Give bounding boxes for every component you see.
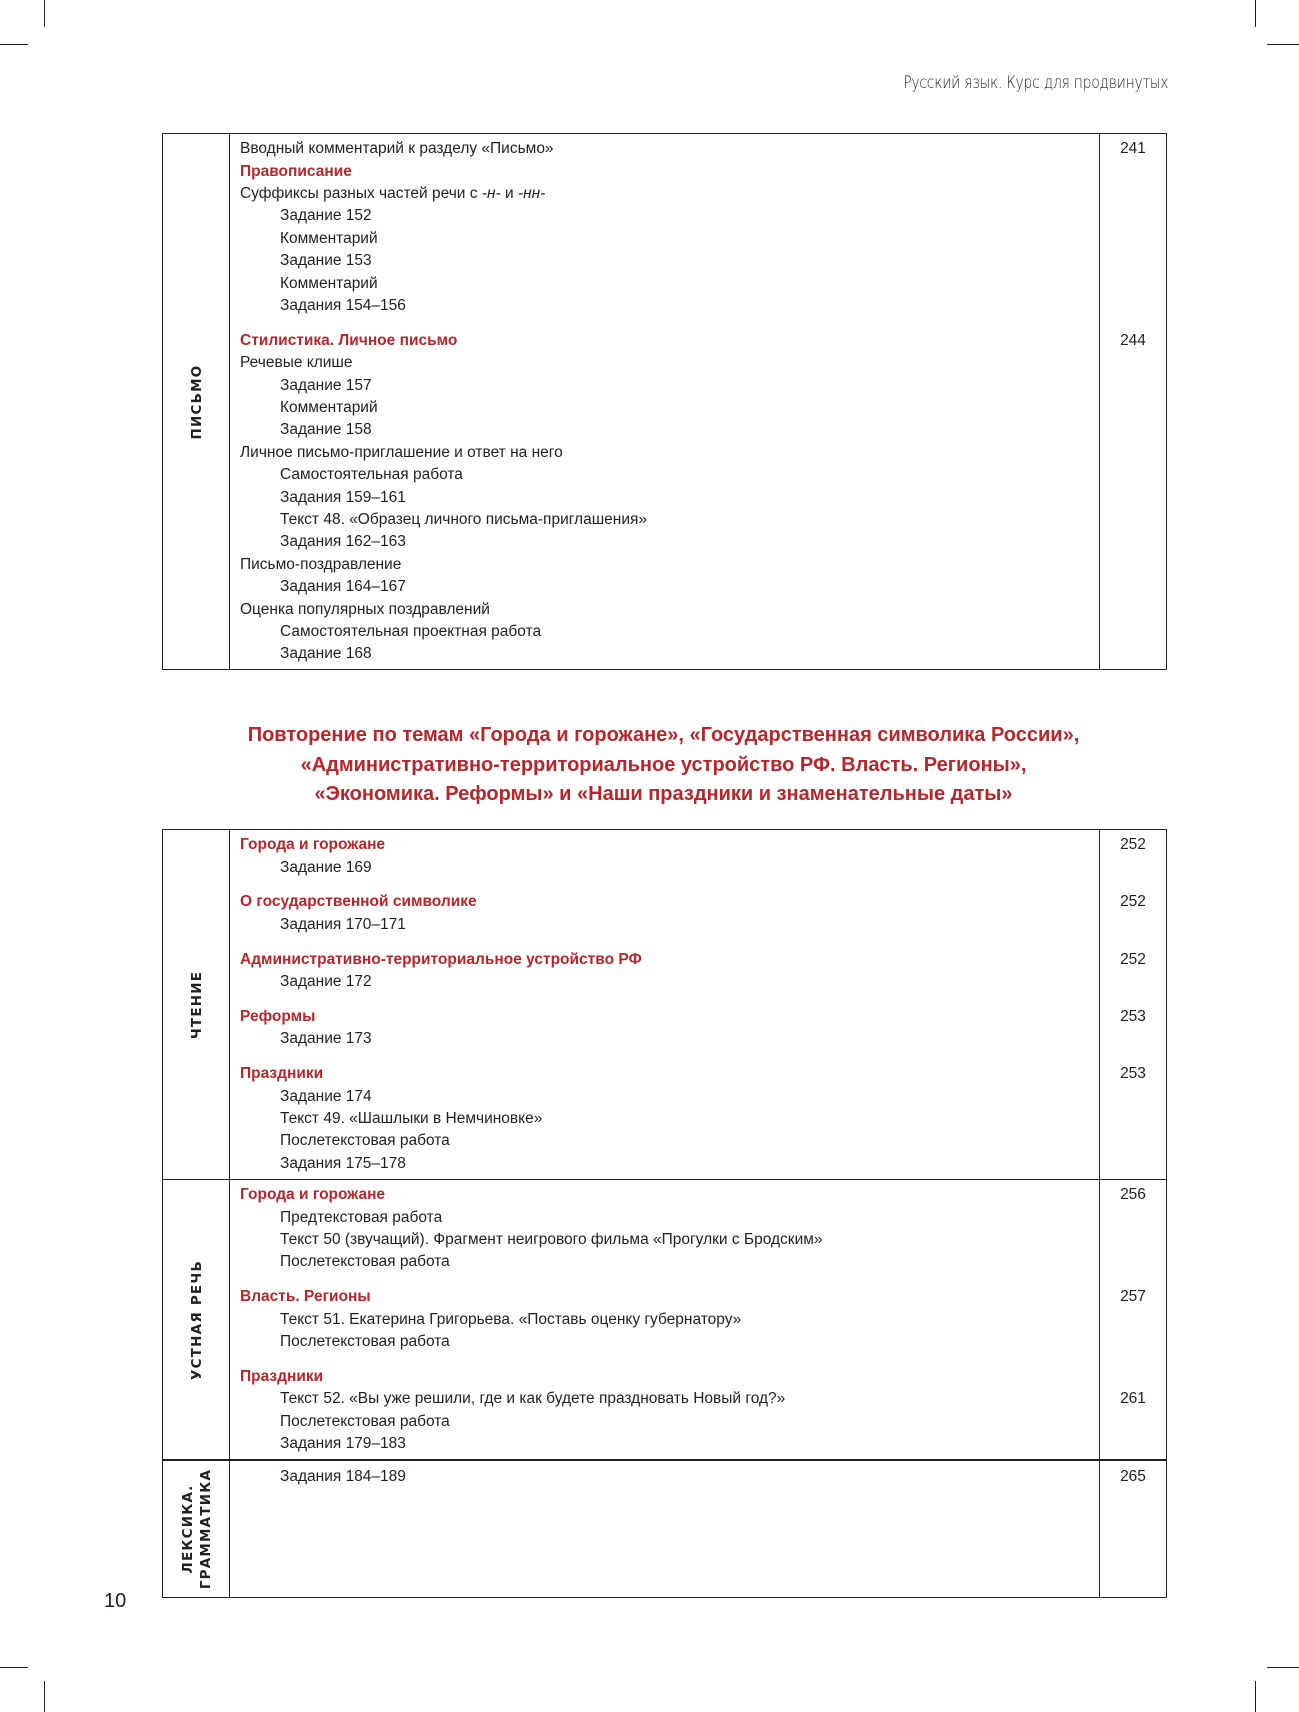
section-label-cell bbox=[163, 834, 230, 1175]
toc-entry bbox=[230, 1086, 1166, 1108]
entry-text-part: Задание 168 bbox=[280, 645, 372, 663]
entry-text-part: Текст 49. «Шашлыки в Немчиновке» bbox=[280, 1110, 543, 1128]
section-content bbox=[230, 834, 1166, 1175]
toc-topic-heading bbox=[230, 834, 1166, 856]
entry-text-part: Правописание bbox=[240, 162, 352, 180]
entry-text bbox=[230, 1065, 1100, 1083]
toc-entry bbox=[230, 1028, 1166, 1050]
page-ref: 265 bbox=[1120, 1467, 1146, 1485]
entry-text bbox=[230, 421, 1100, 439]
toc-entry bbox=[230, 486, 1166, 508]
entry-text-part: Задание 158 bbox=[280, 421, 372, 439]
toc-entry bbox=[230, 856, 1166, 878]
toc-section bbox=[163, 1459, 1166, 1597]
toc-entry bbox=[230, 1388, 1166, 1410]
toc-entry bbox=[230, 554, 1166, 576]
toc-entry bbox=[230, 138, 1166, 160]
section-content bbox=[230, 1465, 1166, 1593]
crop-mark bbox=[0, 44, 28, 45]
entry-text bbox=[230, 645, 1100, 663]
entry-text bbox=[230, 1435, 1100, 1453]
entry-text-part: -н- bbox=[481, 184, 501, 202]
toc-section bbox=[163, 134, 1166, 669]
entry-text bbox=[230, 1132, 1100, 1150]
entry-text bbox=[230, 1088, 1100, 1106]
crop-mark bbox=[1267, 1667, 1299, 1668]
toc-entry bbox=[230, 419, 1166, 441]
entry-text-part: Праздники bbox=[240, 1368, 324, 1385]
entry-text bbox=[230, 297, 1100, 315]
entry-text bbox=[230, 377, 1100, 395]
entry-text-part: Послетекстовая работа bbox=[280, 1412, 450, 1430]
entry-text-part: Задания 162–163 bbox=[280, 533, 406, 551]
page-ref: 256 bbox=[1120, 1186, 1146, 1204]
entry-text bbox=[230, 973, 1100, 991]
toc-entry bbox=[230, 509, 1166, 531]
entry-text bbox=[230, 623, 1100, 641]
section-content bbox=[230, 1184, 1166, 1455]
toc-entry bbox=[230, 598, 1166, 620]
section-label-cell bbox=[163, 1184, 230, 1455]
entry-text bbox=[230, 1008, 1100, 1026]
entry-text bbox=[230, 252, 1100, 270]
entry-text-part: Задание 174 bbox=[280, 1087, 372, 1105]
entry-text bbox=[230, 916, 1100, 934]
entry-text-part: Задания 164–167 bbox=[280, 578, 406, 596]
entry-text bbox=[230, 1155, 1100, 1173]
section-label-line: ПИСЬМО bbox=[188, 364, 205, 440]
toc-section bbox=[163, 1179, 1166, 1459]
entry-text bbox=[230, 1413, 1100, 1431]
entry-text-part: О государственной символике bbox=[240, 893, 477, 911]
entry-text-part: Города и горожане bbox=[240, 836, 386, 854]
toc-entry bbox=[230, 250, 1166, 272]
entry-text-part: Задание 172 bbox=[280, 973, 372, 991]
entry-text bbox=[230, 578, 1100, 596]
entry-text-part: Стилистика. Личное письмо bbox=[240, 331, 458, 349]
page-ref: 257 bbox=[1120, 1288, 1146, 1306]
entry-text bbox=[230, 466, 1100, 484]
entry-text bbox=[230, 1468, 1100, 1486]
entry-text-part: Задания 170–171 bbox=[280, 915, 406, 933]
entry-text bbox=[230, 556, 1100, 574]
page-ref: 253 bbox=[1120, 1065, 1146, 1083]
page-ref: 244 bbox=[1120, 331, 1146, 349]
toc-entry bbox=[230, 576, 1166, 598]
toc-topic-heading bbox=[230, 1184, 1166, 1206]
toc-topic-heading bbox=[230, 1286, 1166, 1308]
toc-entry bbox=[230, 1130, 1166, 1152]
page-ref: 252 bbox=[1120, 950, 1146, 968]
entry-text bbox=[230, 332, 1100, 350]
entry-text-part: Задание 152 bbox=[280, 207, 372, 225]
page-ref: 252 bbox=[1120, 836, 1146, 854]
entry-text bbox=[230, 1390, 1100, 1408]
page-ref: 241 bbox=[1120, 140, 1146, 158]
toc-entry bbox=[230, 1251, 1166, 1273]
entry-text bbox=[230, 1311, 1100, 1329]
heading-line: «Экономика. Реформы» и «Наши праздники и знаменательные даты» bbox=[314, 783, 1013, 805]
entry-text bbox=[230, 951, 1100, 969]
entry-text bbox=[230, 1110, 1100, 1128]
section-content bbox=[230, 138, 1166, 665]
entry-text-part: Задание 169 bbox=[280, 858, 372, 876]
crop-mark bbox=[0, 1667, 28, 1668]
section-label-line: УСТНАЯ РЕЧЬ bbox=[188, 1259, 205, 1380]
entry-text bbox=[230, 533, 1100, 551]
entry-text bbox=[230, 859, 1100, 877]
toc-entry bbox=[230, 464, 1166, 486]
toc-topic-heading bbox=[230, 160, 1166, 182]
toc-topic-heading bbox=[230, 949, 1166, 971]
crop-mark bbox=[1267, 44, 1299, 45]
entry-text-part: Предтекстовая работа bbox=[280, 1208, 443, 1226]
entry-text bbox=[230, 140, 1100, 158]
toc-entry bbox=[230, 442, 1166, 464]
heading-line: Повторение по темам «Города и горожане», «Государственная символика России», bbox=[247, 724, 1080, 746]
entry-text bbox=[230, 444, 1100, 462]
entry-text-part: Комментарий bbox=[280, 229, 378, 247]
running-head: Русский язык. Курс для продвинутых bbox=[902, 73, 1168, 93]
entry-text-part: Послетекстовая работа bbox=[280, 1253, 450, 1271]
entry-text bbox=[230, 230, 1100, 248]
toc-entry bbox=[230, 1433, 1166, 1455]
entry-text bbox=[230, 354, 1100, 372]
toc-topic-heading bbox=[230, 1006, 1166, 1028]
toc-entry bbox=[230, 183, 1166, 205]
entry-text bbox=[230, 836, 1100, 854]
toc-entry bbox=[230, 914, 1166, 936]
entry-text bbox=[230, 1288, 1100, 1306]
toc-entry bbox=[230, 1153, 1166, 1175]
toc-entry bbox=[230, 1465, 1166, 1487]
section-label bbox=[188, 364, 206, 439]
toc-entry bbox=[230, 1331, 1166, 1353]
entry-text bbox=[230, 1231, 1100, 1249]
entry-text-part: Текст 52. «Вы уже решили, где и как будете праздновать Новый год?» bbox=[280, 1390, 786, 1408]
entry-text-part: Власть. Регионы bbox=[240, 1288, 371, 1306]
toc-entry bbox=[230, 1229, 1166, 1251]
entry-text-part: Задание 153 bbox=[280, 252, 372, 270]
entry-text bbox=[230, 601, 1100, 619]
toc-topic-heading bbox=[230, 1366, 1166, 1388]
entry-text-part: Праздники bbox=[240, 1065, 324, 1083]
entry-text-part: Задание 173 bbox=[280, 1030, 372, 1048]
entry-text-part: Города и горожане bbox=[240, 1186, 386, 1204]
entry-text-part: Комментарий bbox=[280, 398, 378, 416]
entry-text-part: Самостоятельная проектная работа bbox=[280, 622, 542, 640]
toc-entry bbox=[230, 1411, 1166, 1433]
page-ref: 252 bbox=[1120, 893, 1146, 911]
entry-text-part: Реформы bbox=[240, 1008, 316, 1026]
entry-text-part: Текст 48. «Образец личного письма-приглашения» bbox=[280, 510, 647, 528]
crop-mark bbox=[44, 1681, 45, 1712]
entry-text bbox=[230, 1333, 1100, 1351]
crop-mark bbox=[1255, 1681, 1256, 1712]
entry-text bbox=[230, 511, 1100, 529]
toc-entry bbox=[230, 621, 1166, 643]
entry-text-part: Задания 184–189 bbox=[280, 1467, 406, 1485]
entry-text-part: Задания 159–161 bbox=[280, 488, 406, 506]
toc-topic-heading bbox=[230, 891, 1166, 913]
toc-entry bbox=[230, 643, 1166, 665]
section-label-line: ГРАММАТИКА bbox=[197, 1469, 214, 1590]
section-label bbox=[188, 1260, 206, 1380]
section-label bbox=[188, 970, 206, 1038]
toc-table-review bbox=[162, 829, 1167, 1598]
section-label-cell bbox=[163, 138, 230, 665]
entry-text bbox=[230, 893, 1100, 911]
toc-entry bbox=[230, 531, 1166, 553]
toc-entry bbox=[230, 352, 1166, 374]
entry-text-part: Текст 51. Екатерина Григорьева. «Поставь оценку губернатору» bbox=[280, 1310, 742, 1328]
entry-text-part: Оценка популярных поздравлений bbox=[240, 600, 490, 618]
toc-entry bbox=[230, 295, 1166, 317]
entry-text bbox=[230, 1209, 1100, 1227]
toc-section bbox=[163, 830, 1166, 1179]
section-heading bbox=[162, 721, 1165, 810]
toc-entry bbox=[230, 1108, 1166, 1130]
entry-text-part: Суффиксы разных частей речи с bbox=[240, 184, 482, 202]
entry-text bbox=[230, 1030, 1100, 1048]
toc-entry bbox=[230, 205, 1166, 227]
entry-text-part: и bbox=[500, 184, 518, 202]
entry-text bbox=[230, 399, 1100, 417]
entry-text-part: Задания 179–183 bbox=[280, 1435, 406, 1453]
toc-entry bbox=[230, 397, 1166, 419]
entry-text-part: Самостоятельная работа bbox=[280, 466, 463, 484]
toc-entry bbox=[230, 228, 1166, 250]
entry-text-part: Задания 154–156 bbox=[280, 296, 406, 314]
entry-text-part: Комментарий bbox=[280, 274, 378, 292]
entry-text bbox=[230, 185, 1100, 203]
entry-text-part: Личное письмо-приглашение и ответ на него bbox=[240, 443, 563, 461]
heading-line: «Административно-территориальное устройство РФ. Власть. Регионы», bbox=[300, 753, 1027, 776]
entry-text bbox=[230, 163, 1100, 181]
entry-text bbox=[230, 1253, 1100, 1271]
toc-entry bbox=[230, 272, 1166, 294]
entry-text bbox=[230, 1186, 1100, 1204]
crop-mark bbox=[44, 0, 45, 27]
entry-text-part: Административно-территориальное устройство РФ bbox=[240, 950, 642, 968]
entry-text bbox=[230, 489, 1100, 507]
toc-table-writing bbox=[162, 133, 1167, 670]
entry-text-part: -нн- bbox=[517, 184, 546, 202]
entry-text-part: Задание 157 bbox=[280, 376, 372, 394]
crop-mark bbox=[1255, 0, 1256, 27]
section-label-line: ЛЕКСИКА. bbox=[179, 1484, 196, 1574]
page-ref: 261 bbox=[1120, 1390, 1146, 1408]
page-number: 10 bbox=[104, 1590, 127, 1612]
toc-entry bbox=[230, 1309, 1166, 1331]
entry-text-part: Послетекстовая работа bbox=[280, 1132, 450, 1150]
entry-text-part: Речевые клише bbox=[240, 354, 353, 372]
entry-text bbox=[230, 207, 1100, 225]
entry-text bbox=[230, 275, 1100, 293]
entry-text-part: Вводный комментарий к разделу «Письмо» bbox=[240, 140, 554, 158]
page-ref: 253 bbox=[1120, 1008, 1146, 1026]
section-label-line: ЧТЕНИЕ bbox=[188, 970, 205, 1039]
toc-entry bbox=[230, 374, 1166, 396]
toc-topic-heading bbox=[230, 330, 1166, 352]
toc-topic-heading bbox=[230, 1063, 1166, 1085]
toc-entry bbox=[230, 971, 1166, 993]
entry-text-part: Текст 50 (звучащий). Фрагмент неигрового фильма «Прогулки с Бродским» bbox=[280, 1231, 823, 1249]
section-label-cell bbox=[163, 1465, 230, 1593]
toc-entry bbox=[230, 1206, 1166, 1228]
section-label bbox=[179, 1469, 215, 1589]
entry-text-part: Письмо-поздравление bbox=[240, 555, 402, 573]
entry-text-part: Послетекстовая работа bbox=[280, 1333, 450, 1351]
entry-text bbox=[230, 1368, 1100, 1386]
entry-text-part: Задания 175–178 bbox=[280, 1154, 406, 1172]
